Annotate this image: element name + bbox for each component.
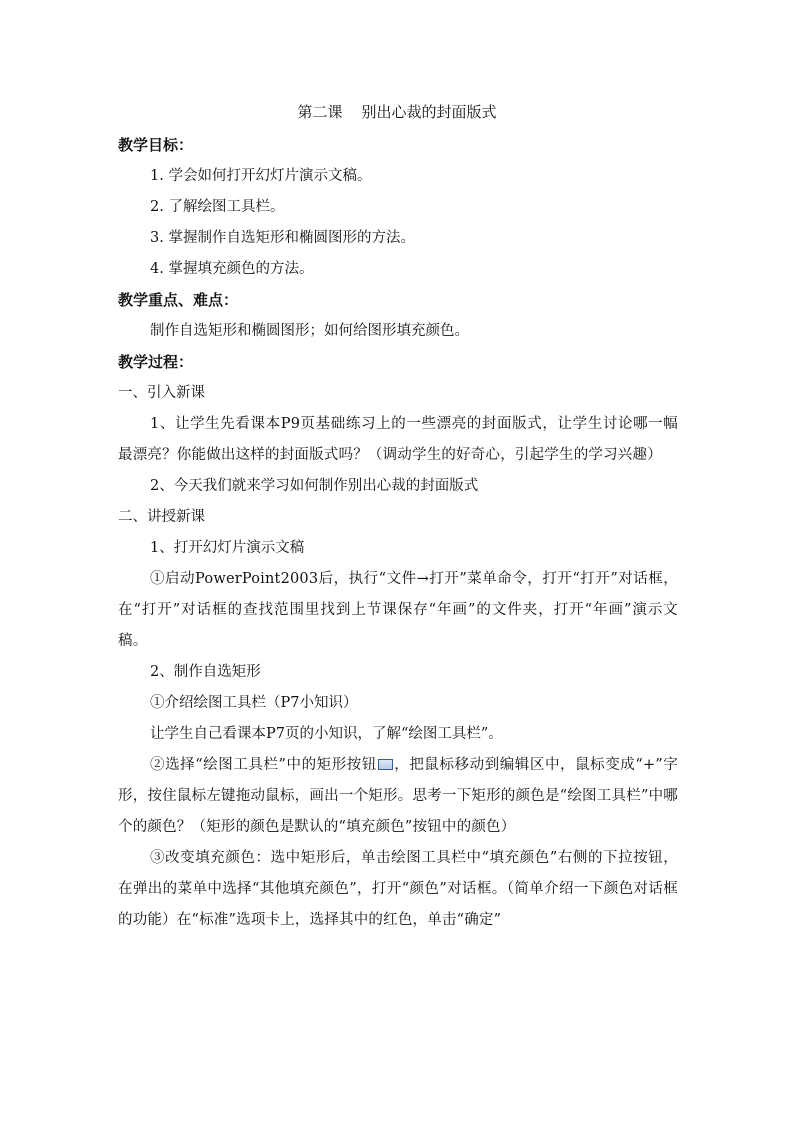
part2-paragraph-4-start: ②选择“绘图工具栏”中的矩形按钮 xyxy=(150,757,377,773)
goal-item: 3. 掌握制作自选矩形和椭圆图形的方法。 xyxy=(150,230,415,246)
part2-paragraph-5: ③改变填充颜色：选中矩形后，单击绘图工具栏中“填充颜色”右侧的下拉按钮，在弹出的菜单中选择“其他填充颜色”，打开“颜色”对话框。（简单介绍一下颜色对话框的功能）在“标准”选项卡上，选择其中的红色，单击“确定” xyxy=(118,850,678,928)
goals-heading: 教学目标： xyxy=(118,136,194,154)
part2-paragraph-3: 让学生自己看课本P7页的小知识，了解“绘图工具栏”。 xyxy=(150,726,503,742)
process-heading: 教学过程： xyxy=(118,353,194,371)
part2-subheading-2: 2、制作自选矩形 xyxy=(150,664,261,680)
part2-paragraph-4 xyxy=(118,750,678,843)
rectangle-tool-icon xyxy=(378,759,393,770)
part2-subheading-1: 1、打开幻灯片演示文稿 xyxy=(150,540,305,556)
part1-heading: 一、引入新课 xyxy=(118,385,205,401)
part2-heading: 二、讲授新课 xyxy=(118,509,205,525)
part2-paragraph-1: ①启动PowerPoint2003后，执行“文件→打开”菜单命令，打开“打开”对话框，在“打开”对话框的查找范围里找到上节课保存“年画”的文件夹，打开“年画”演示文稿。 xyxy=(118,571,678,649)
lesson-title: 第二课 别出心裁的封面版式 xyxy=(297,103,497,121)
goal-item: 2. 了解绘图工具栏。 xyxy=(150,199,285,215)
lesson-content xyxy=(118,130,678,936)
part1-paragraph-1: 1、让学生先看课本P9页基础练习上的一些漂亮的封面版式，让学生讨论哪一幅最漂亮？你能做出这样的封面版式吗？（调动学生的好奇心，引起学生的学习兴趣） xyxy=(118,416,678,463)
focus-heading: 教学重点、难点： xyxy=(118,291,239,309)
focus-text: 制作自选矩形和椭圆图形；如何给图形填充颜色。 xyxy=(150,323,469,339)
part2-paragraph-4-end: ，把鼠标移动到编辑区中，鼠标变成“+”字形，按住鼠标左键拖动鼠标，画出一个矩形。思考一下矩形的颜色是“绘图工具栏”中哪个的颜色？（矩形的颜色是默认的“填充颜色”按钮中的颜色） xyxy=(118,757,678,835)
part2-paragraph-2: ①介绍绘图工具栏（P7小知识） xyxy=(150,695,358,711)
part1-paragraph-2: 2、今天我们就来学习如何制作别出心裁的封面版式 xyxy=(150,478,479,494)
goal-item: 4. 掌握填充颜色的方法。 xyxy=(150,261,314,277)
goal-item: 1. 学会如何打开幻灯片演示文稿。 xyxy=(150,168,372,184)
